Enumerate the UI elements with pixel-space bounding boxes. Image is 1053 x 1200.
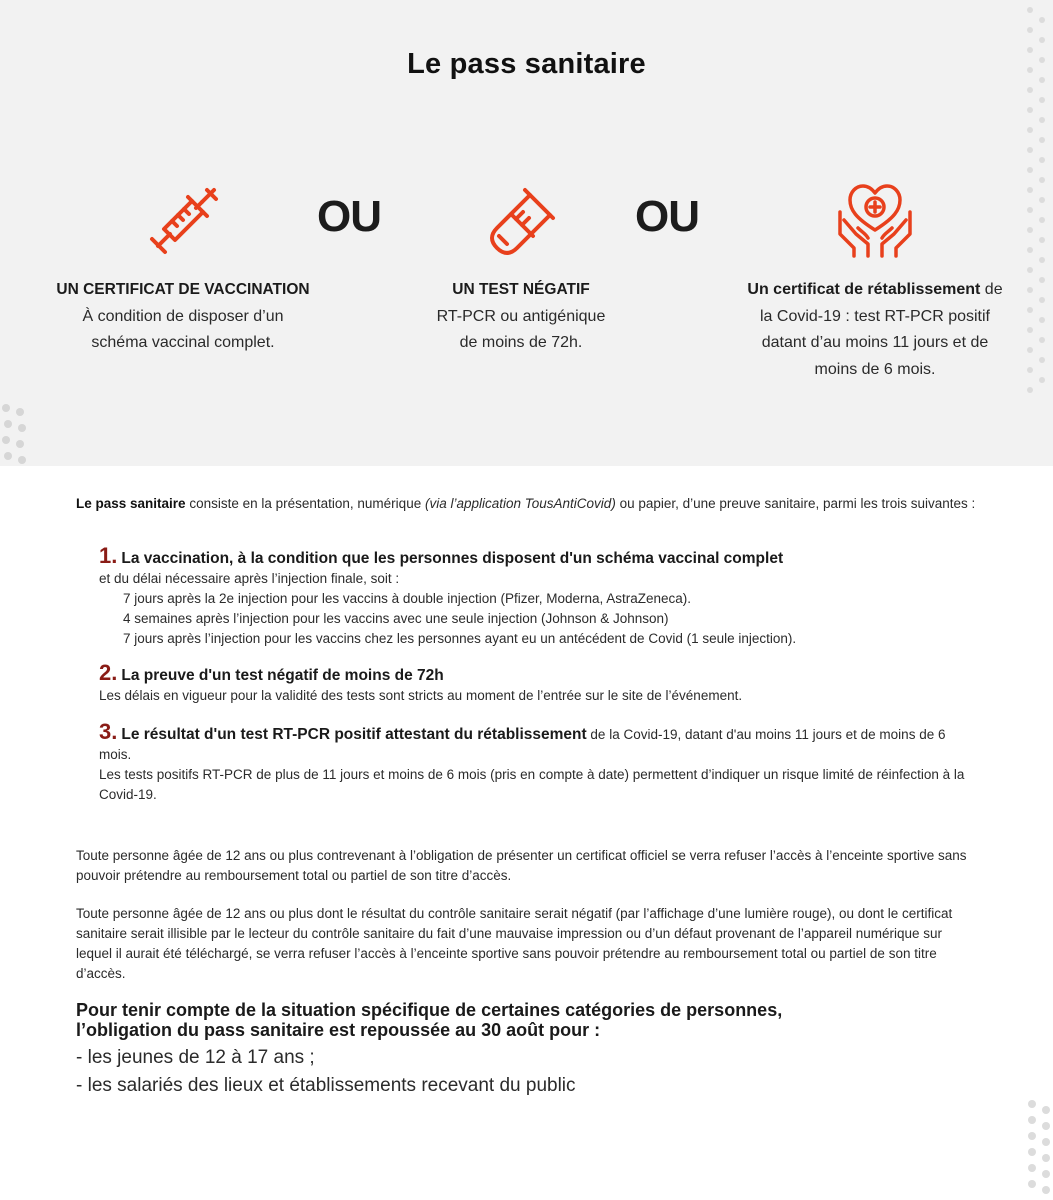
option-text: de moins de 72h.	[459, 334, 583, 351]
hero-section	[0, 0, 1053, 466]
list-item: - les jeunes de 12 à 17 ans ;	[76, 1047, 315, 1068]
postponement-note	[76, 1000, 976, 1040]
point-number: 3.	[99, 719, 118, 744]
note-line: l’obligation du pass sanitaire est repoussée au 30 août pour :	[76, 1020, 601, 1040]
option-title-rest: de	[980, 281, 1003, 298]
option-text: schéma vaccinal complet.	[91, 334, 275, 351]
intro-paragraph	[76, 494, 976, 514]
test-tube-icon	[483, 184, 559, 260]
option-text: datant d’au moins 11 jours et de	[761, 334, 989, 351]
point-sub-item: 7 jours après la 2e injection pour les vaccins à double injection (Pfizer, Moderna, AstraZeneca).	[123, 591, 692, 606]
dot-pattern-decoration	[1024, 0, 1053, 400]
list-item: - les salariés des lieux et établissements recevant du public	[76, 1075, 576, 1096]
point-sub-item: 7 jours après l’injection pour les vaccins chez les personnes ayant eu un antécédent de Covid (1 seule injection).	[123, 631, 797, 646]
point-number: 1.	[99, 543, 118, 568]
syringe-icon	[144, 184, 220, 260]
option-title: UN CERTIFICAT DE VACCINATION	[56, 281, 310, 298]
or-label: OU	[317, 192, 381, 241]
dot-pattern-decoration	[1024, 1096, 1053, 1200]
option-title: Un certificat de rétablissement	[747, 281, 981, 298]
point-negative-test	[99, 660, 979, 706]
option-vaccination	[30, 277, 336, 357]
point-heading: Le résultat d'un test RT-PCR positif attestant du rétablissement	[121, 726, 587, 743]
point-text: Les tests positifs RT-PCR de plus de 11 jours et moins de 6 mois (pris en compte à date) permettent d’indiquer un risque limité de réinfection à la Covid-19.	[99, 767, 965, 802]
paragraph: Toute personne âgée de 12 ans ou plus dont le résultat du contrôle sanitaire serait négatif (par l’affichage d’une lumière rouge), ou dont le certificat sanitaire serait illisible par le lecteur du contrôle sanitaire du fait d’une mauvaise impression ou d’un défaut provenant de l’appareil numérique sur lequel il aurait été téléchargé, se verra refuser l’accès à l’enceinte sportive sans pouvoir prétendre au remboursement total ou partiel de son titre d’accès.	[76, 906, 953, 981]
point-recovery	[99, 719, 979, 805]
option-negative-test	[368, 277, 674, 357]
note-line: Pour tenir compte de la situation spécifique de certaines catégories de personnes,	[76, 1000, 783, 1020]
point-text: Les délais en vigueur pour la validité des tests sont stricts au moment de l’entrée sur le site de l’événement.	[99, 688, 743, 703]
intro-italic: (via l’application TousAntiCovid)	[424, 496, 616, 511]
or-label: OU	[635, 192, 699, 241]
paragraph: Toute personne âgée de 12 ans ou plus contrevenant à l’obligation de présenter un certificat officiel se verra refuser l’accès à l’enceinte sportive sans pouvoir prétendre au remboursement total ou partiel de son titre d’accès.	[76, 848, 967, 883]
point-text: et du délai nécessaire après l’injection finale, soit :	[99, 571, 400, 586]
option-text: moins de 6 mois.	[814, 360, 936, 378]
intro-text: consiste en la présentation, numérique	[185, 496, 425, 511]
intro-text: ou papier, d’une preuve sanitaire, parmi les trois suivantes :	[615, 496, 976, 511]
point-heading: La vaccination, à la condition que les personnes disposent d'un schéma vaccinal complet	[121, 550, 784, 567]
option-title: UN TEST NÉGATIF	[452, 281, 590, 298]
point-number: 2.	[99, 660, 118, 685]
intro-bold: Le pass sanitaire	[76, 496, 186, 511]
postponed-categories-list	[76, 1044, 976, 1100]
option-text: À condition de disposer d’un	[82, 307, 284, 325]
point-sub-item: 4 semaines après l’injection pour les vaccins avec une seule injection (Johnson & Johnson)	[123, 611, 669, 626]
option-recovery	[722, 277, 1028, 383]
point-vaccination	[99, 543, 979, 649]
option-text: RT-PCR ou antigénique	[436, 307, 606, 325]
point-heading-rest: de la Covid-19, datant d'au moins 11 jours et de moins de 6 mois.	[99, 727, 946, 762]
page-title: Le pass sanitaire	[407, 48, 646, 80]
heart-hands-icon	[836, 182, 914, 260]
dot-pattern-decoration	[0, 402, 30, 466]
option-text: la Covid-19 : test RT-PCR positif	[759, 307, 990, 325]
point-heading: La preuve d'un test négatif de moins de 72h	[121, 667, 444, 684]
